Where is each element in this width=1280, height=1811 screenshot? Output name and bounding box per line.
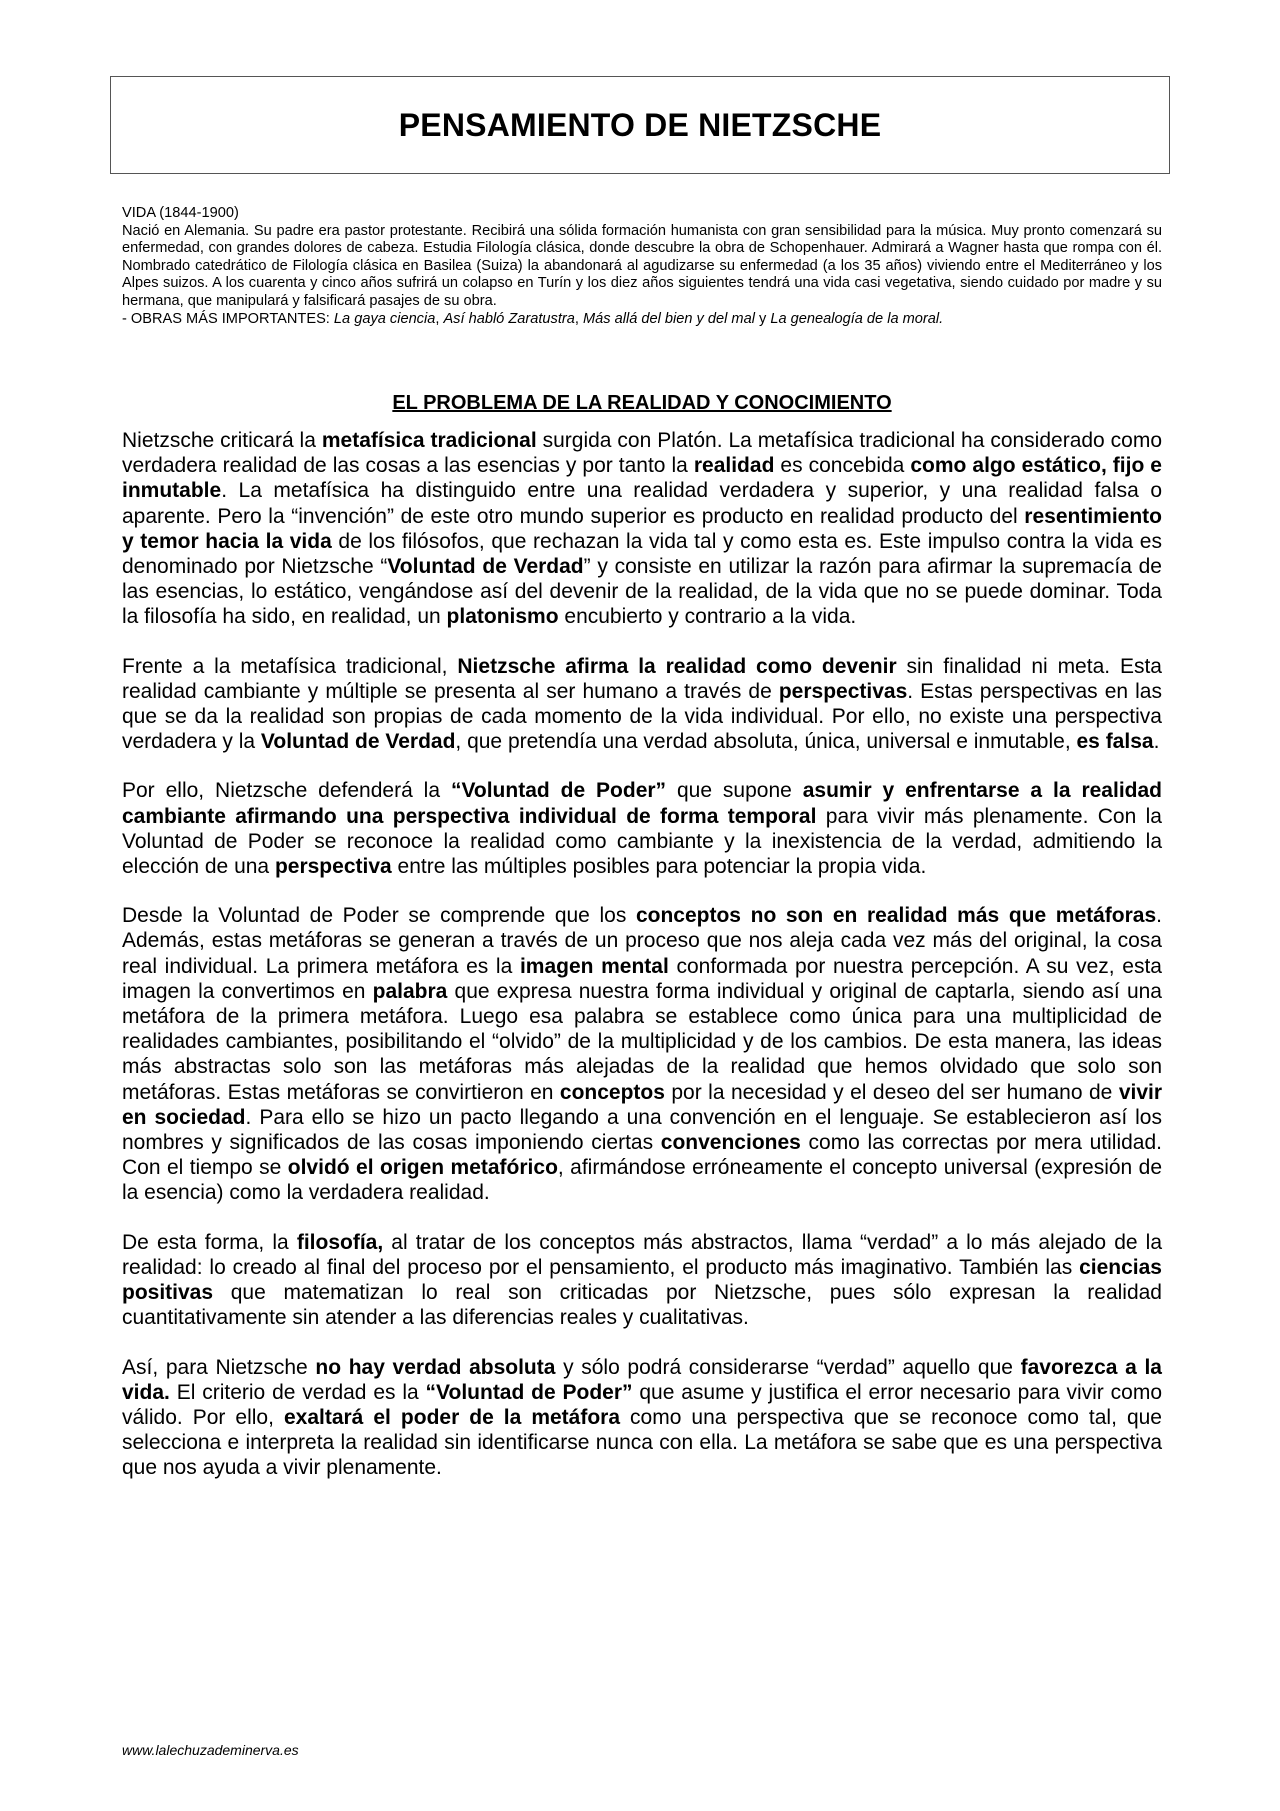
emphasis-text: olvidó el origen metafórico: [287, 1156, 558, 1180]
paragraph-text: De esta forma, la: [122, 1230, 297, 1254]
paragraph-text: Así, para Nietzsche: [122, 1355, 316, 1379]
emphasis-text: realidad: [693, 454, 775, 478]
works-separator: ,: [574, 310, 583, 327]
emphasis-text: exaltará el poder de la metáfora: [283, 1405, 621, 1429]
emphasis-text: Voluntad de Verdad: [260, 730, 456, 754]
paragraph-text: que expresa nuestra forma individual y original de captarla, siendo así una metáfora de la primera metáfora. Luego esa palabra se establece como única para una multiplicidad de realidades cambiantes, posibilitando el “olvido” de la multiplicidad y de los cambios. De esta manera, las ideas más abstractas solo son las metáforas más alejadas de la realidad que hemos olvidado que solo son metáforas. Estas metáforas se convirtieron en: [122, 979, 1162, 1104]
body-paragraph: [122, 778, 1162, 879]
body-paragraph: [122, 903, 1162, 1205]
body-paragraph: [122, 1355, 1162, 1481]
paragraph-text: que matematizan lo real son criticadas por Nietzsche, pues sólo expresan la realidad cuantitativamente sin atender a las diferencias reales y cualitativas.: [122, 1281, 1162, 1330]
work-title: La gaya ciencia: [333, 310, 436, 327]
paragraph-text: por la necesidad y el deseo del ser humano de: [664, 1080, 1119, 1104]
body-paragraph: [122, 654, 1162, 755]
paragraph-text: de los filósofos, que rechazan la vida tal y como esta es. Este impulso contra la vida es denominado por Nietzsche “: [122, 529, 1162, 579]
emphasis-text: resentimiento y temor hacia la vida: [122, 504, 1162, 553]
works-line: [122, 311, 1162, 329]
bio-section: [122, 205, 1162, 328]
paragraph-text: que supone: [666, 779, 803, 803]
paragraph-text: ” y consiste en utilizar la razón para afirmar la supremacía de las esencias, lo estático, vengándose así del devenir de la realidad, de la vida que no se puede dominar. Toda la filosofía ha sido, en realidad, un: [122, 555, 1162, 629]
emphasis-text: como algo estático, fijo e inmutable: [122, 454, 1162, 503]
works-end: .: [939, 310, 944, 327]
paragraph-text: . Además, estas metáforas se generan a través de un proceso que nos aleja cada vez más del original, la cosa real individual. La primera metáfora es la: [122, 904, 1162, 978]
paragraph-text: entre las múltiples posibles para potenciar la propia vida.: [391, 855, 927, 879]
emphasis-text: perspectiva: [274, 855, 392, 879]
paragraph-text: .: [1153, 730, 1160, 754]
paragraph-text: es concebida: [774, 454, 911, 478]
emphasis-text: asumir y enfrentarse a la realidad cambiante afirmando una perspectiva individual de forma temporal: [122, 779, 1162, 828]
emphasis-text: filosofía,: [296, 1230, 384, 1254]
section-heading: EL PROBLEMA DE LA REALIDAD Y CONOCIMIENTO: [392, 392, 892, 414]
bio-text: Nació en Alemania. Su padre era pastor protestante. Recibirá una sólida formación humanista con gran sensibilidad para la música. Muy pronto comenzará su enfermedad, con grandes dolores de cabeza. Estudia Filología clásica, donde descubre la obra de Schopenhauer. Admirará a Wagner hasta que rompa con él. Nombrado catedrático de Filología clásica en Basilea (Suiza) la abandonará al agudizarse su enfermedad (a los 35 años) viviendo entre el Mediterráneo y los Alpes suizos. A los cuarenta y cinco años sufrirá un colapso en Turín y los diez años siguientes tendrá una vida casi vegetativa, siendo cuidado por madre y su hermana, que manipulará y falsificará pasajes de su obra.: [122, 222, 1162, 309]
title-box: [110, 76, 1170, 174]
paragraph-text: y sólo podrá considerarse “verdad” aquello que: [555, 1355, 1021, 1379]
works-label: - OBRAS MÁS IMPORTANTES:: [122, 310, 334, 327]
works-separator: ,: [435, 310, 444, 327]
work-title: La genealogía de la moral: [770, 310, 940, 327]
paragraph-text: al tratar de los conceptos más abstractos, llama “verdad” a lo más alejado de la realidad: lo creado al final del proceso por el pensamiento, el producto más imaginativo. También las: [122, 1230, 1163, 1279]
paragraph-text: Por ello, Nietzsche defenderá la: [122, 779, 451, 803]
body-paragraph: [122, 428, 1162, 630]
paragraph-text: , que pretendía una verdad absoluta, única, universal e inmutable,: [455, 730, 1077, 754]
bio-heading: VIDA (1844-1900): [122, 205, 239, 221]
paragraph-text: para vivir más plenamente. Con la Voluntad de Poder se reconoce la realidad como cambiante y la inexistencia de la verdad, admitiendo la elección de una: [122, 804, 1162, 879]
emphasis-text: “Voluntad de Poder”: [450, 779, 667, 803]
emphasis-text: Nietzsche afirma la realidad como devenir: [457, 654, 897, 678]
works-separator: y: [754, 310, 771, 327]
emphasis-text: palabra: [372, 979, 448, 1003]
paragraph-text: , afirmándose erróneamente el concepto universal (expresión de la esencia) como la verdadera realidad.: [122, 1156, 1162, 1205]
emphasis-text: conceptos: [559, 1080, 665, 1104]
paragraph-text: Frente a la metafísica tradicional,: [122, 654, 458, 678]
emphasis-text: no hay verdad absoluta: [315, 1355, 556, 1379]
paragraph-text: que asume y justifica el error necesario para vivir como válido. Por ello,: [122, 1380, 1162, 1429]
emphasis-text: Voluntad de Verdad: [387, 555, 584, 579]
paragraph-text: . La metafísica ha distinguido entre una realidad verdadera y superior, y una realidad falsa o aparente. Pero la “invención” de este otro mundo superior es producto en realidad producto del: [122, 479, 1162, 528]
emphasis-text: imagen mental: [519, 954, 669, 978]
paragraph-text: conformada por nuestra percepción. A su vez, esta imagen la convertimos en: [122, 954, 1162, 1003]
body-text: [122, 428, 1162, 1505]
paragraph-text: surgida con Platón. La metafísica tradicional ha considerado como verdadera realidad de las cosas a las esencias y por tanto la: [122, 429, 1163, 478]
emphasis-text: ciencias positivas: [122, 1255, 1162, 1305]
emphasis-text: es falsa: [1076, 730, 1154, 754]
emphasis-text: “Voluntad de Poder”: [425, 1380, 633, 1404]
body-paragraph: [122, 1230, 1162, 1331]
emphasis-text: favorezca a la vida.: [122, 1355, 1162, 1404]
work-title: Más allá del bien y del mal: [582, 310, 755, 327]
paragraph-text: como una perspectiva que se reconoce como tal, que selecciona e interpreta la realidad sin identificarse nunca con ella. La metáfora se sabe que es una perspectiva que nos ayuda a vivir plenamente.: [122, 1405, 1162, 1480]
emphasis-text: convenciones: [660, 1131, 801, 1155]
paragraph-text: como las correctas por mera utilidad. Con el tiempo se: [122, 1131, 1162, 1180]
emphasis-text: conceptos no son en realidad más que metáforas: [635, 904, 1157, 928]
work-title: Así habló Zaratustra: [443, 310, 575, 327]
emphasis-text: metafísica tradicional: [321, 429, 537, 452]
paragraph-text: Nietzsche criticará la: [122, 429, 322, 452]
paragraph-text: Desde la Voluntad de Poder se comprende que los: [122, 904, 636, 928]
footer-url: www.lalechuzademinerva.es: [122, 1742, 299, 1758]
paragraph-text: El criterio de verdad es la: [169, 1380, 426, 1404]
paragraph-text: encubierto y contrario a la vida.: [558, 605, 857, 629]
emphasis-text: platonismo: [446, 605, 559, 629]
paragraph-text: . Para ello se hizo un pacto llegando a una convención en el lenguaje. Se establecieron así los nombres y significados de las cosas imponiendo ciertas: [122, 1105, 1162, 1155]
emphasis-text: perspectivas: [778, 679, 908, 703]
document-title: PENSAMIENTO DE NIETZSCHE: [398, 106, 882, 143]
emphasis-text: vivir en sociedad: [122, 1080, 1163, 1129]
paragraph-text: sin finalidad ni meta. Esta realidad cambiante y múltiple se presenta al ser humano a través de: [122, 654, 1162, 703]
paragraph-text: . Estas perspectivas en las que se da la realidad son propias de cada momento de la vida individual. Por ello, no existe una perspectiva verdadera y la: [122, 679, 1162, 754]
